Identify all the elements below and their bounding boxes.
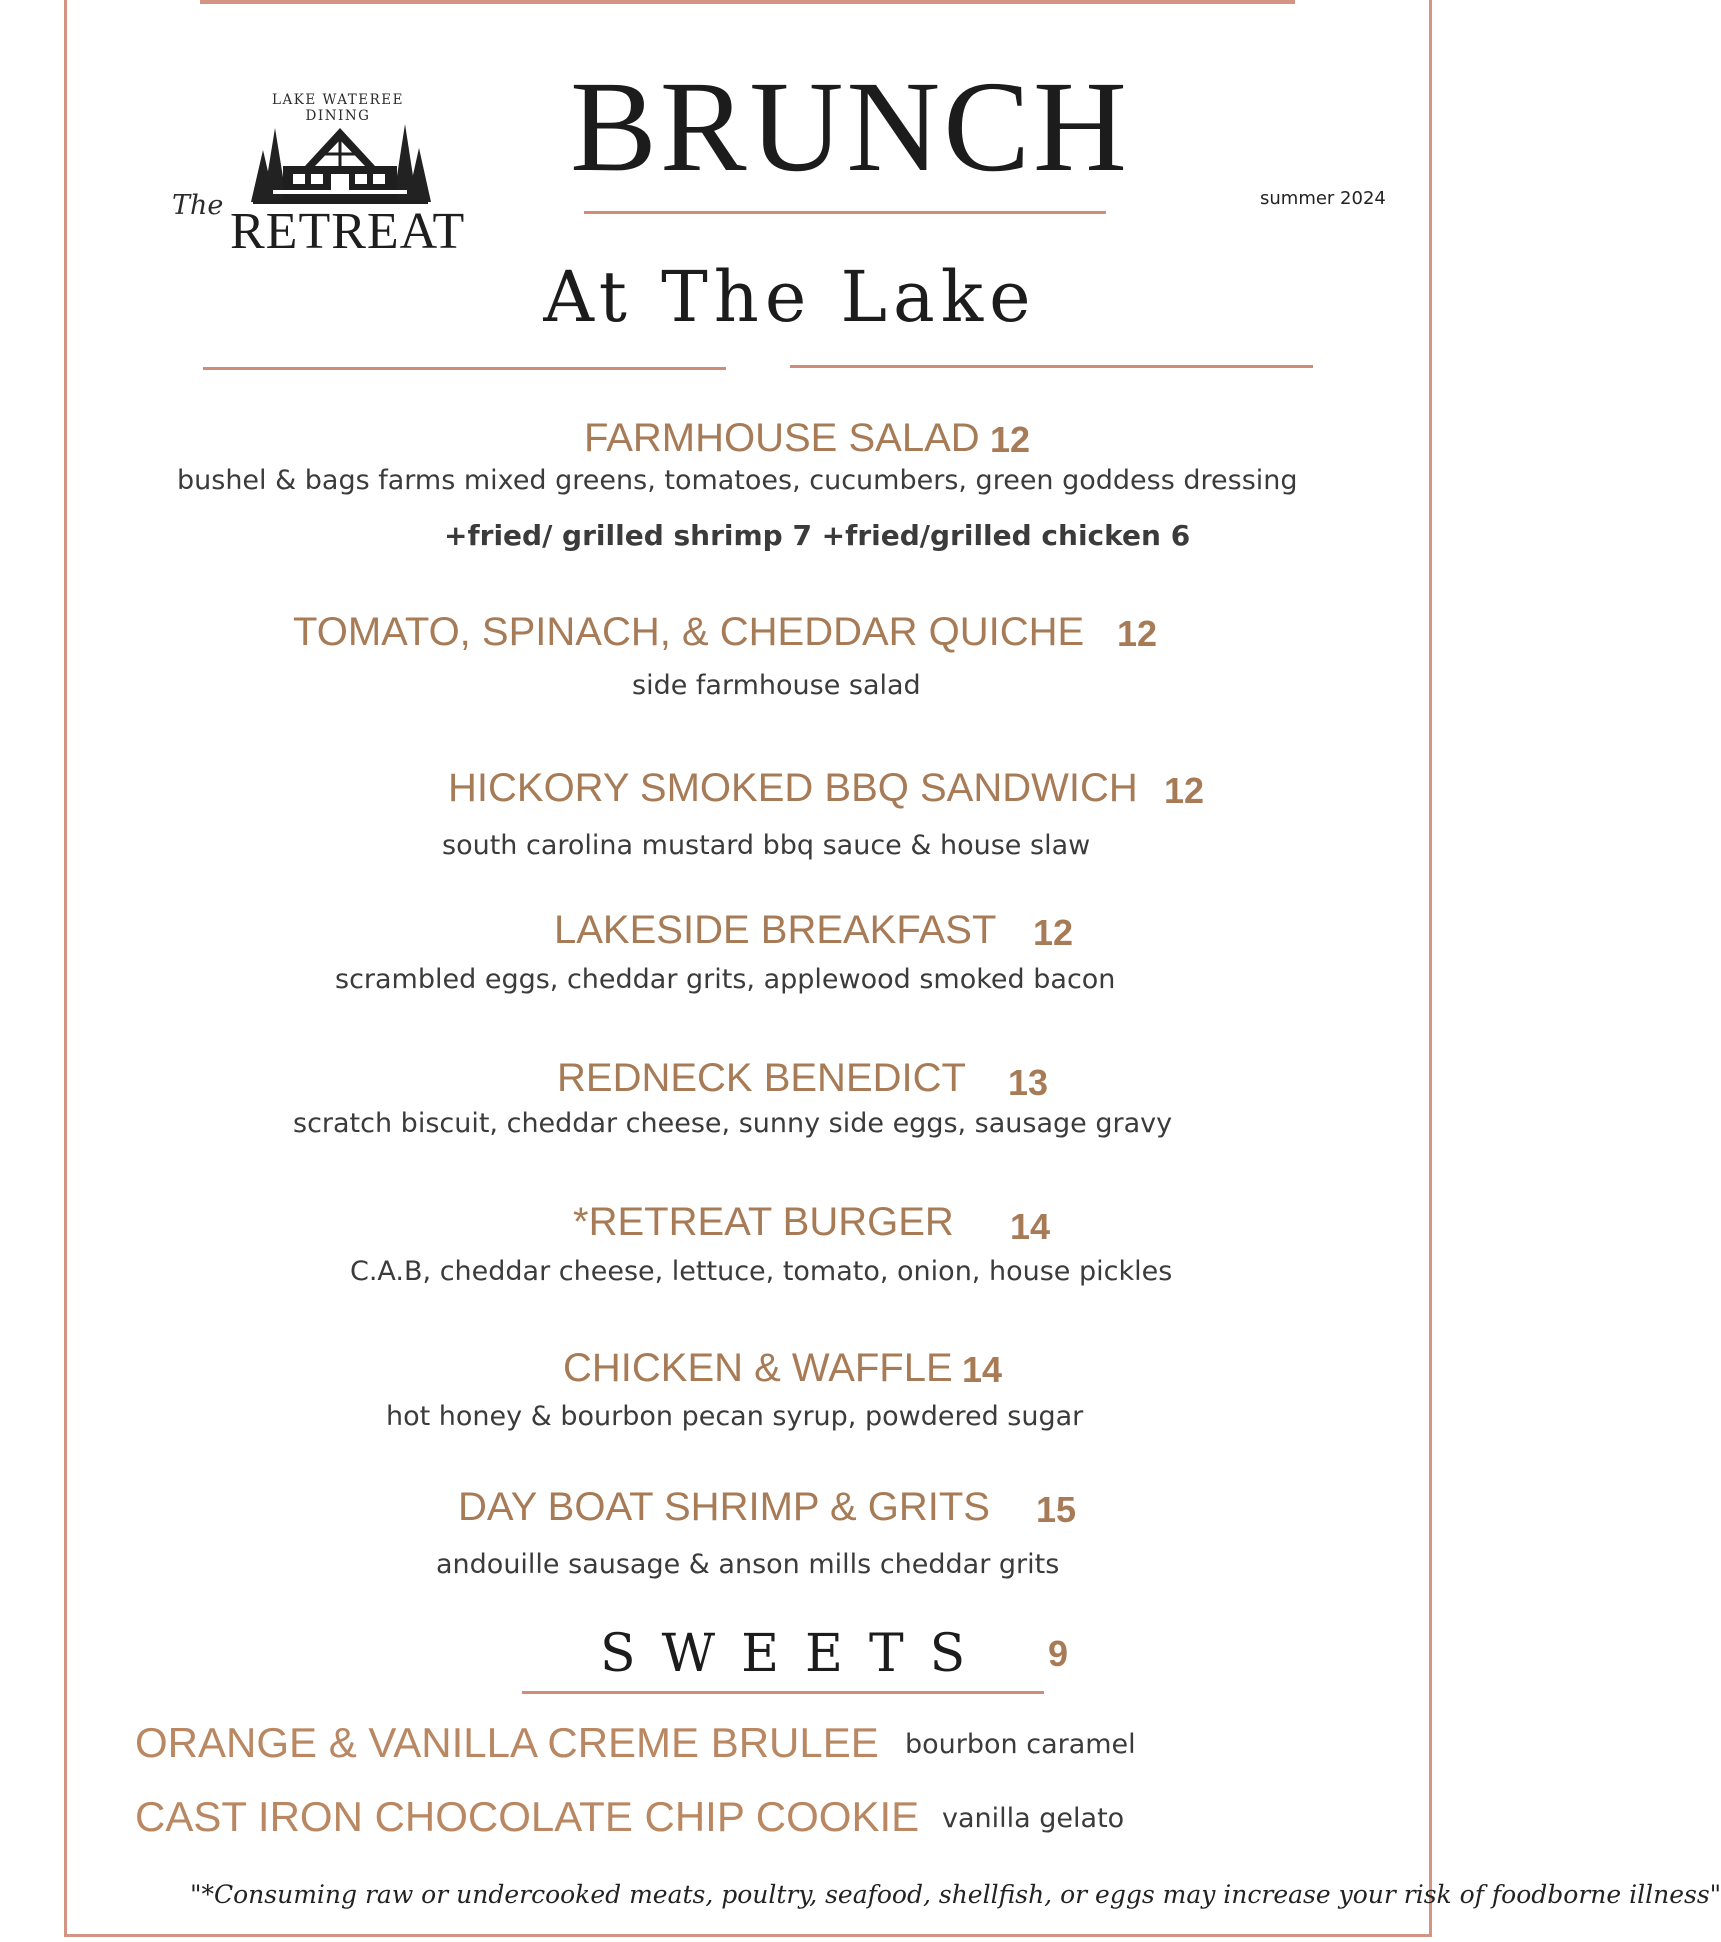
item-price-retreat-burger: 14 [1010,1206,1051,1247]
item-desc-redneck-benedict: scratch biscuit, cheddar cheese, sunny side eggs, sausage gravy [293,1108,1173,1139]
sweets-underline [522,1691,1044,1694]
page-title: BRUNCH [570,55,1130,199]
logo-tagline: LAKE WATEREE DINING [272,92,404,124]
item-desc-shrimp-grits: andouille sausage & anson mills cheddar grits [436,1549,1060,1580]
item-desc-quiche: side farmhouse salad [632,670,921,701]
item-desc-lakeside-breakfast: scrambled eggs, cheddar grits, applewood smoked bacon [335,964,1116,995]
season-label: summer 2024 [1260,188,1386,209]
item-name-lakeside-breakfast: LAKESIDE BREAKFAST [554,908,997,952]
restaurant-logo [168,84,468,264]
lodge-icon [243,114,433,204]
logo-name: RETREAT [230,203,466,260]
item-price-chicken-waffle: 14 [962,1349,1003,1390]
logo-script-the: The [172,190,224,221]
item-price-quiche: 12 [1117,613,1158,654]
item-price-shrimp-grits: 15 [1036,1489,1077,1530]
item-addons-farmhouse-salad: +fried/ grilled shrimp 7 +fried/grilled chicken 6 [444,519,1191,552]
item-name-bbq-sandwich: HICKORY SMOKED BBQ SANDWICH [448,766,1138,810]
item-name-shrimp-grits: DAY BOAT SHRIMP & GRITS [458,1485,990,1529]
item-name-redneck-benedict: REDNECK BENEDICT [557,1056,966,1100]
item-desc-chicken-waffle: hot honey & bourbon pecan syrup, powdered sugar [386,1401,1084,1432]
sweet-name-creme-brulee: ORANGE & VANILLA CREME BRULEE [135,1719,879,1766]
item-price-farmhouse-salad: 12 [990,419,1031,460]
sweet-desc-cookie: vanilla gelato [942,1803,1125,1834]
item-name-farmhouse-salad: FARMHOUSE SALAD [584,416,980,460]
item-price-lakeside-breakfast: 12 [1033,912,1074,953]
item-name-retreat-burger: *RETREAT BURGER [573,1200,954,1244]
item-desc-retreat-burger: C.A.B, cheddar cheese, lettuce, tomato, onion, house pickles [350,1256,1173,1287]
sweets-price: 9 [1048,1633,1069,1674]
sweets-heading: SWEETS [600,1624,992,1684]
item-desc-farmhouse-salad: bushel & bags farms mixed greens, tomatoes, cucumbers, green goddess dressing [177,465,1298,496]
item-name-quiche: TOMATO, SPINACH, & CHEDDAR QUICHE [293,610,1085,654]
item-price-redneck-benedict: 13 [1008,1062,1049,1103]
title-underline [584,211,1106,214]
subtitle-rule-left [203,367,726,370]
top-border-line [200,0,1295,4]
food-safety-disclaimer: "*Consuming raw or undercooked meats, poultry, seafood, shellfish, or eggs may increase your risk of foodborne illness" [190,1880,1721,1909]
page-subtitle: At The Lake [543,256,1037,338]
sweet-name-cookie: CAST IRON CHOCOLATE CHIP COOKIE [135,1793,920,1840]
subtitle-rule-right [790,365,1313,368]
item-desc-bbq-sandwich: south carolina mustard bbq sauce & house slaw [442,830,1091,861]
item-name-chicken-waffle: CHICKEN & WAFFLE [563,1346,953,1390]
item-price-bbq-sandwich: 12 [1164,770,1205,811]
sweet-desc-creme-brulee: bourbon caramel [905,1729,1136,1760]
